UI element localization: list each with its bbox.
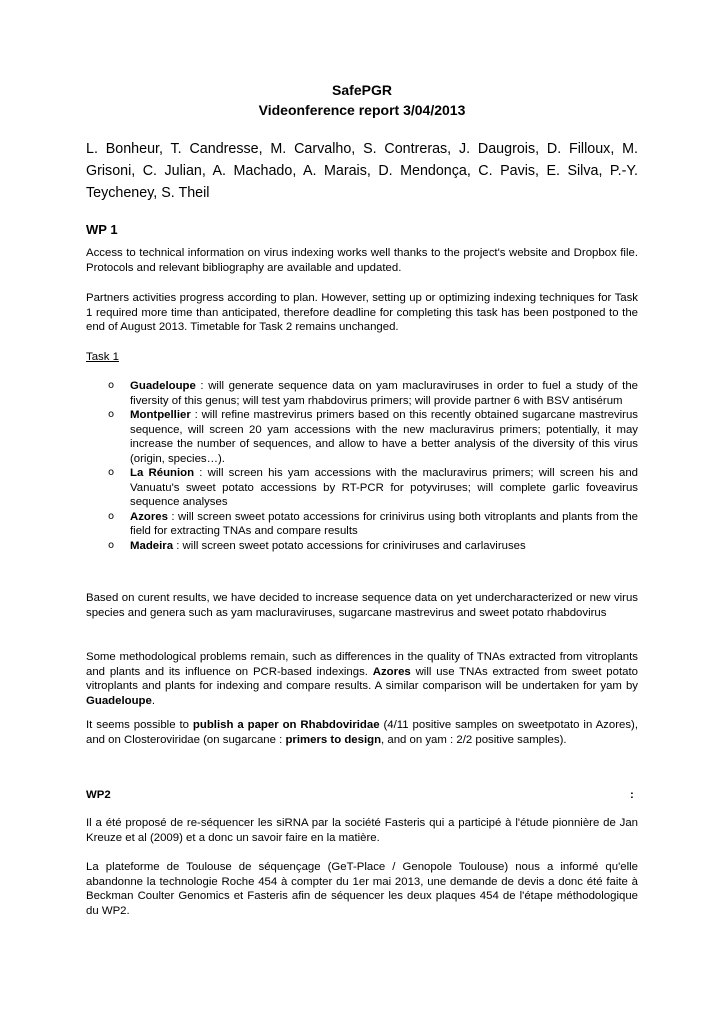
partner-name-guadeloupe: Guadeloupe — [86, 694, 152, 707]
text-run: It seems possible to — [86, 719, 193, 731]
emphasis-primers: primers to design — [285, 733, 382, 746]
wp2-heading: WP2 — [86, 789, 111, 801]
task-item-montpellier — [108, 408, 638, 466]
task-item-la-reunion — [108, 466, 638, 510]
wp2-paragraph-1: Il a été proposé de re-séquencer les siRNA par la société Fasteris qui a participé à l'étude pionnière de Jan Kreuze et al (2009) et a donc un savoir faire en la matière. — [86, 817, 638, 844]
wp2-paragraph-2: La plateforme de Toulouse de séquençage (GeT-Place / Genopole Toulouse) nous a informé qu'elle abandonne la technologie Roche 454 à compter du 1er mai 2013, une demande de devis a donc été faite à Beckman Coulter Genomics et Fasteris afin de séquencer les deux plaques 454 de l'étape méthodologique du WP2. — [86, 861, 638, 917]
task-item-azores — [108, 510, 638, 539]
task-partner-name: La Réunion — [130, 467, 195, 479]
wp1-heading: WP 1 — [86, 222, 118, 237]
text-run: Some methodological problems remain, such as differences in the quality of TNAs extracted from vitroplants and plants and its influence on PCR-based indexings. — [86, 651, 638, 678]
wp1-paragraph-4 — [86, 650, 638, 708]
wp1-paragraph-5 — [86, 718, 638, 747]
task-partner-name: Montpellier — [130, 409, 191, 421]
text-run: (4/11 positive samples on sweetpotato in Azores), and on Closteroviridae (on sugarcane : — [86, 719, 638, 746]
task-list — [108, 379, 638, 553]
task-description: : will generate sequence data on yam macluraviruses in order to fuel a study of the fiversity of this genus; will test yam rhabdovirus primers; will provide partner 6 with BSV antisérum — [130, 380, 638, 407]
title-block — [0, 80, 724, 120]
task-partner-name: Madeira — [130, 539, 174, 552]
task-item-madeira — [108, 539, 638, 554]
text-run: , and on yam : 2/2 positive samples). — [381, 733, 567, 746]
wp2-colon: : — [630, 789, 634, 801]
task-description: : will screen his yam accessions with the macluravirus primers; will screen his and Vanuatu's sweet potato accessions by RT-PCR for potyviruses; will complete garlic foveavirus sequence analyses — [130, 467, 638, 508]
bullet-icon: o — [108, 380, 115, 391]
task-description: : will screen sweet potato accessions for criniviruses and carlaviruses — [173, 539, 526, 552]
task-description: : will refine mastrevirus primers based on this recently obtained sugarcane mastrevirus sequence, will screen 20 yam accessions with the new macluravirus primers; potentially, it may increase the number of sequences, and allow to have a better analysis of the diversity of this virus (origin, species…). — [130, 409, 638, 465]
task-description: : will screen sweet potato accessions for crinivirus using both vitroplants and plants from the field for extracting TNAs and compare results — [130, 510, 638, 537]
wp1-paragraph-1: Access to technical information on virus indexing works well thanks to the project's website and Dropbox file. Protocols and relevant bibliography are available and updated. — [86, 247, 638, 274]
document-title: SafePGR — [332, 82, 392, 98]
partner-name-azores: Azores — [372, 665, 411, 678]
task-partner-name: Guadeloupe — [130, 380, 196, 392]
document-subtitle: Videonference report 3/04/2013 — [258, 102, 466, 118]
bullet-icon: o — [108, 467, 115, 478]
text-run: will use TNAs extracted from sweet potato vitroplants and plants for indexing and compare results. A similar comparison will be undertaken for yam by — [86, 665, 638, 692]
text-run: . — [151, 694, 155, 707]
wp1-paragraph-3: Based on curent results, we have decided to increase sequence data on yet undercharacterized or new virus species and genera such as yam macluraviruses, sugarcane mastrevirus and sweet potato rhabdovirus — [86, 592, 638, 619]
task-item-guadeloupe — [108, 379, 638, 408]
bullet-icon: o — [108, 409, 115, 420]
emphasis-publish-paper: publish a paper on Rhabdoviridae — [192, 719, 380, 731]
task-partner-name: Azores — [130, 510, 168, 523]
bullet-icon: o — [108, 510, 115, 522]
task-1-label: Task 1 — [86, 351, 119, 363]
bullet-icon: o — [108, 539, 115, 551]
author-list: L. Bonheur, T. Candresse, M. Carvalho, S. Contreras, J. Daugrois, D. Filloux, M. Grisoni, C. Julian, A. Machado, A. Marais, D. Mendonça, C. Pavis, E. Silva, P.-Y. Teycheney, S. Theil — [86, 141, 638, 201]
wp1-paragraph-2: Partners activities progress according to plan. However, setting up or optimizing indexing techniques for Task 1 required more time than anticipated, therefore deadline for completing this task has been postponed to the end of August 2013. Timetable for Task 2 remains unchanged. — [86, 292, 638, 333]
